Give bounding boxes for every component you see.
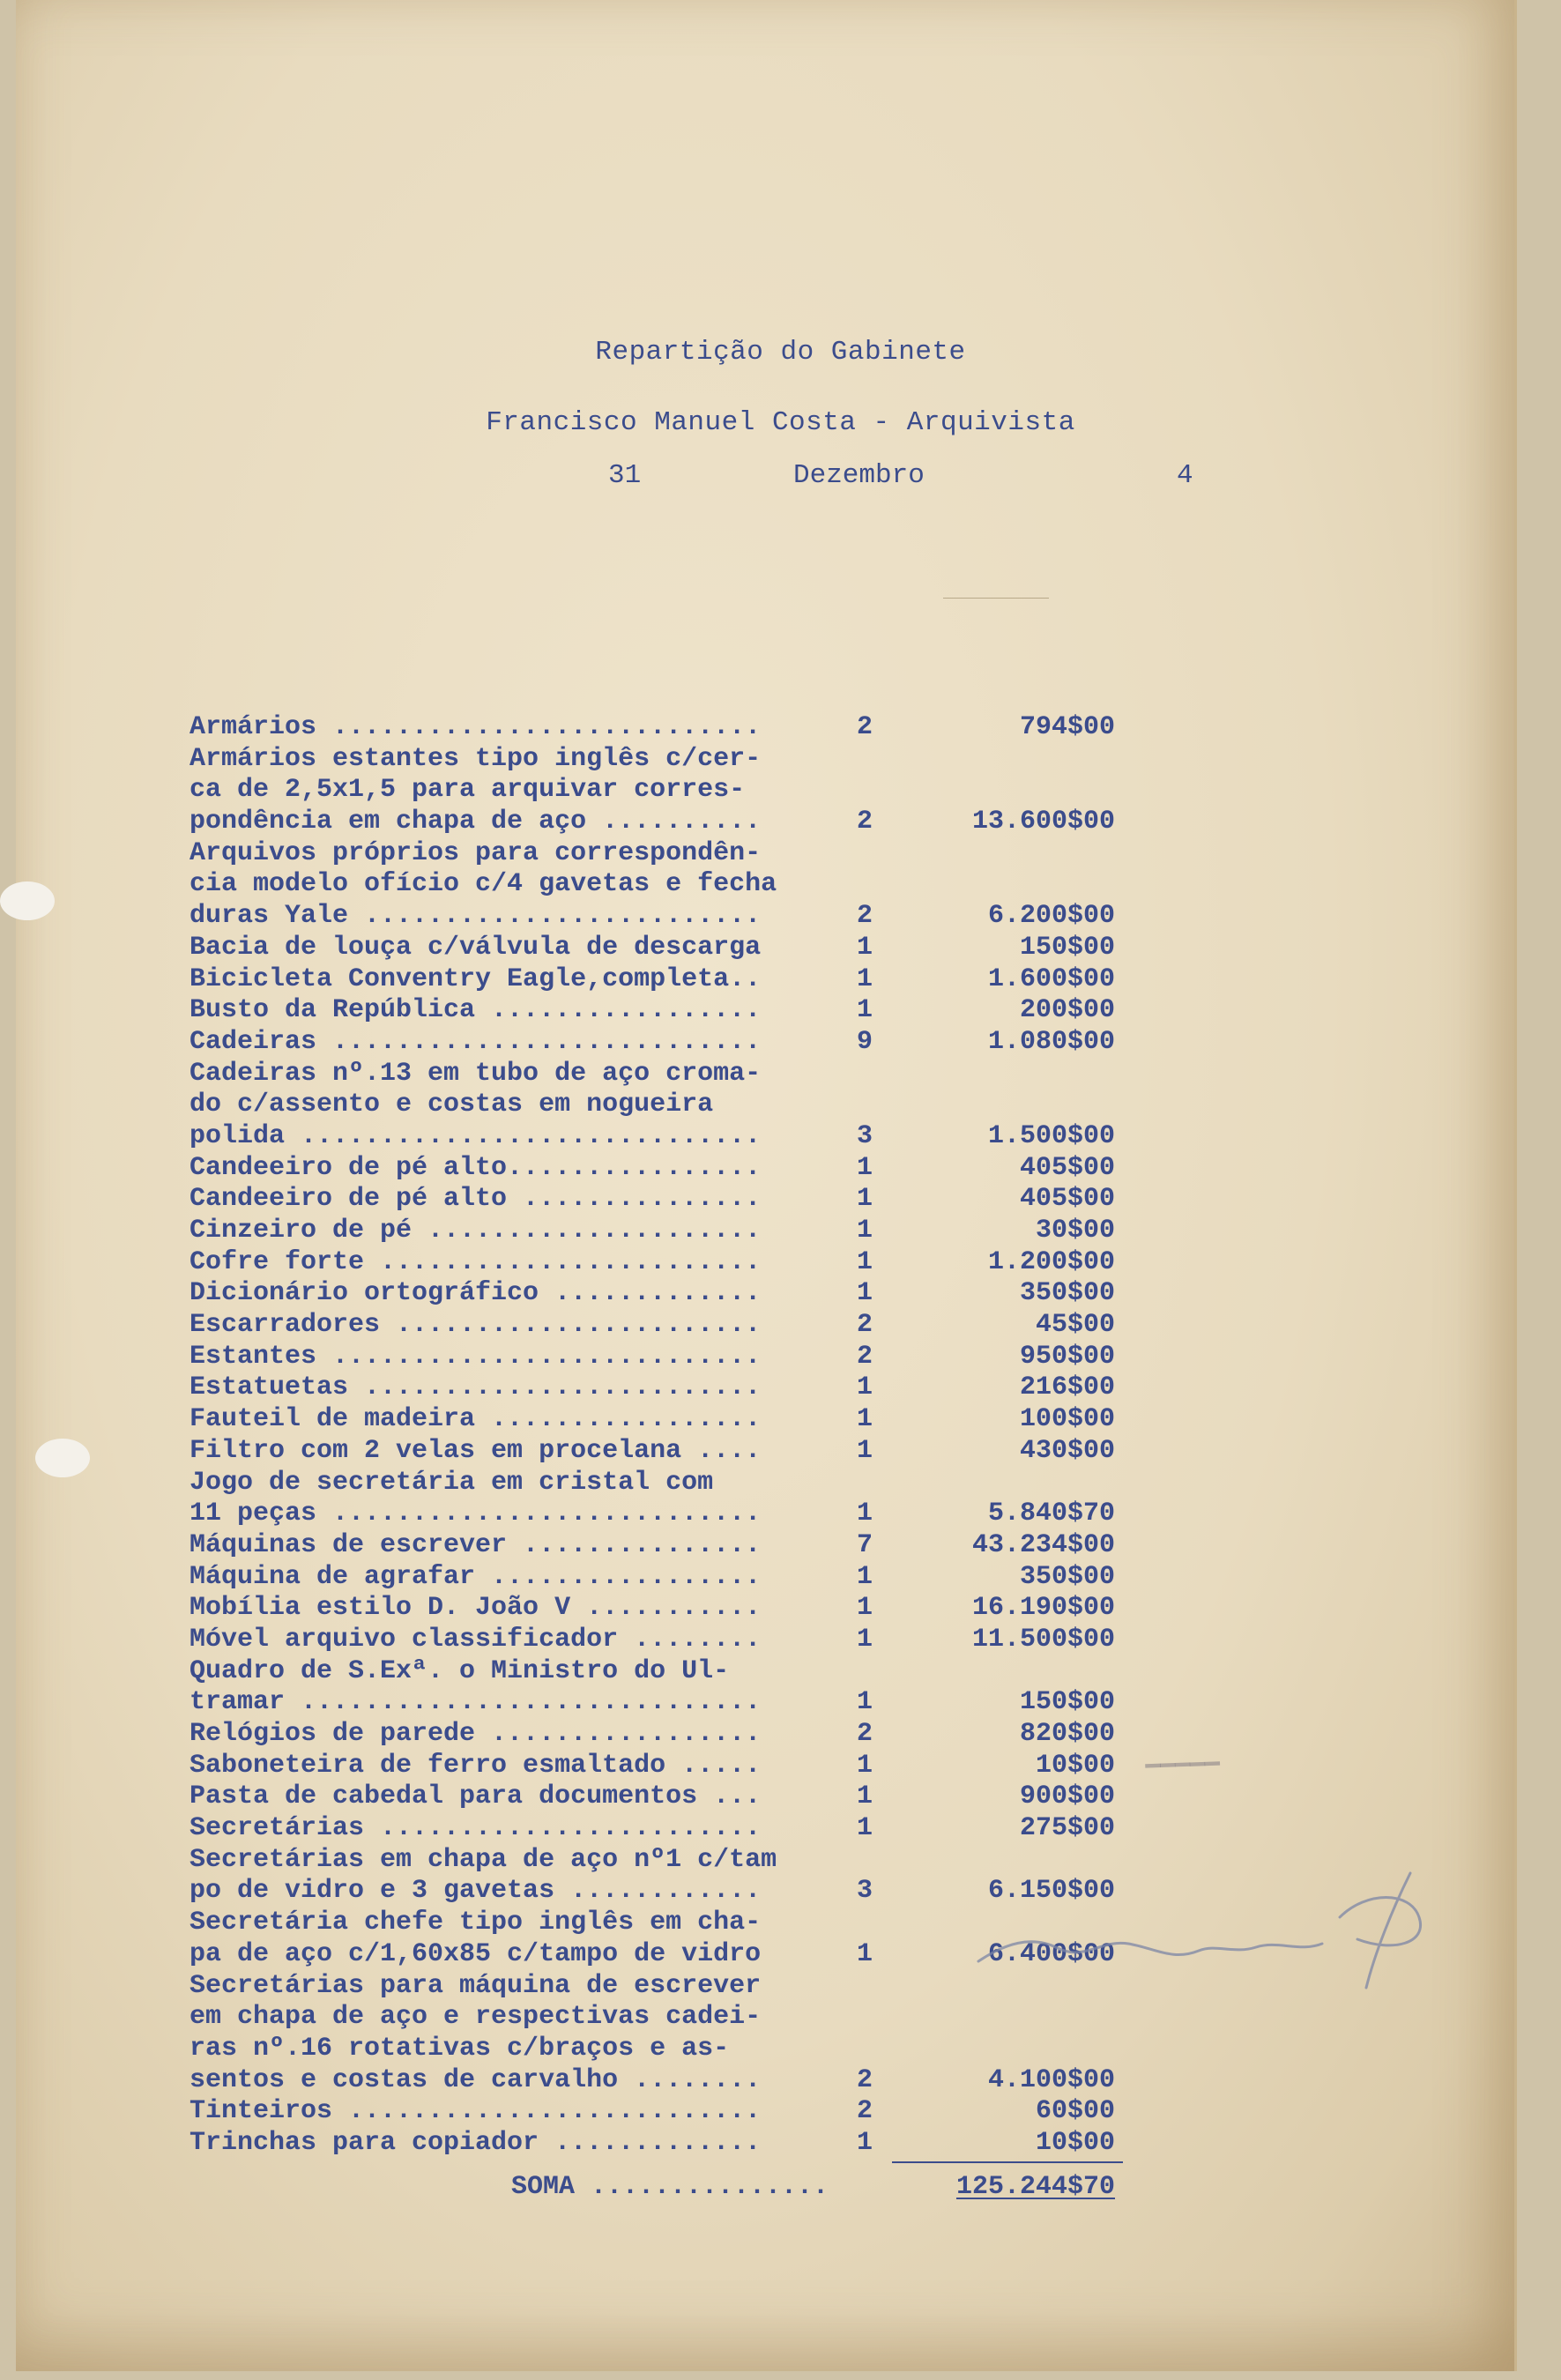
list-item: [190, 1372, 1141, 1404]
list-item: [190, 933, 1141, 964]
list-item: [190, 1247, 1141, 1279]
item-description: Candeeiro de pé alto ...............: [190, 1184, 762, 1215]
item-description: Estatuetas .........................: [190, 1372, 762, 1403]
item-value: 1.080$00: [987, 1026, 1115, 1057]
list-item: [190, 1751, 1141, 1782]
item-description: Secretária chefe tipo inglês em cha-: [190, 1908, 762, 1938]
item-description: Cinzeiro de pé .....................: [190, 1216, 762, 1246]
item-quantity: 1: [857, 1687, 873, 1718]
list-item: [190, 1499, 1141, 1530]
item-quantity: 1: [857, 1278, 873, 1309]
item-value: 13.600$00: [971, 807, 1115, 837]
item-value: 1.500$00: [987, 1120, 1115, 1151]
list-item: [190, 1625, 1141, 1656]
item-description: Pasta de cabedal para documentos ...: [190, 1781, 762, 1812]
list-item: [190, 1153, 1141, 1185]
item-quantity: 2: [857, 1719, 873, 1749]
list-item: [190, 1813, 1141, 1845]
list-item: [190, 1090, 1141, 1121]
header-divider: [943, 598, 1049, 599]
item-description: Jogo de secretária em cristal com: [190, 1467, 714, 1498]
list-item: [190, 1468, 1141, 1499]
item-description: cia modelo ofício c/4 gavetas e fecha: [190, 869, 777, 900]
item-value: 10$00: [1035, 1750, 1115, 1781]
item-value: 405$00: [1019, 1152, 1115, 1183]
total-row: [190, 2172, 1141, 2204]
item-description: tramar .............................: [190, 1687, 762, 1718]
item-description: Bicicleta Conventry Eagle,completa..: [190, 963, 762, 994]
item-description: Fauteil de madeira .................: [190, 1404, 762, 1435]
item-description: ras nº.16 rotativas c/braços e as-: [190, 2033, 730, 2064]
item-value: 16.190$00: [971, 1593, 1115, 1624]
item-description: Filtro com 2 velas em procelana ....: [190, 1435, 762, 1466]
list-item: [190, 838, 1141, 870]
item-description: Cofre forte ........................: [190, 1246, 762, 1277]
item-description: Cadeiras ...........................: [190, 1026, 762, 1057]
item-quantity: 1: [857, 1246, 873, 1277]
item-description: Secretárias ........................: [190, 1813, 762, 1844]
item-value: 4.100$00: [987, 2064, 1115, 2095]
item-description: Secretárias para máquina de escrever: [190, 1970, 762, 2001]
item-description: Quadro de S.Exª. o Ministro do Ul-: [190, 1655, 730, 1686]
list-item: [190, 1404, 1141, 1436]
item-value: 820$00: [1019, 1719, 1115, 1749]
item-quantity: 2: [857, 2096, 873, 2127]
department-title: Repartição do Gabinete: [595, 337, 966, 368]
item-quantity: 1: [857, 1435, 873, 1466]
list-item: [190, 807, 1141, 838]
list-item: [190, 1687, 1141, 1719]
item-quantity: 2: [857, 2064, 873, 2095]
list-item: [190, 869, 1141, 901]
list-item: [190, 1562, 1141, 1594]
list-item: [190, 1027, 1141, 1059]
item-quantity: 2: [857, 901, 873, 932]
item-description: Candeeiro de pé alto................: [190, 1152, 762, 1183]
item-value: 43.234$00: [971, 1529, 1115, 1560]
item-value: 1.600$00: [987, 963, 1115, 994]
total-label: SOMA ...............: [511, 2171, 829, 2202]
list-item: [190, 1781, 1141, 1813]
list-item: [190, 775, 1141, 807]
item-quantity: 1: [857, 1813, 873, 1844]
item-quantity: 1: [857, 1499, 873, 1529]
item-description: sentos e costas de carvalho ........: [190, 2064, 762, 2095]
item-quantity: 1: [857, 1624, 873, 1655]
item-quantity: 2: [857, 807, 873, 837]
list-item: [190, 995, 1141, 1027]
item-quantity: 1: [857, 1152, 873, 1183]
list-item: [190, 1216, 1141, 1247]
item-quantity: 1: [857, 1216, 873, 1246]
person-title: Francisco Manuel Costa - Arquivista: [486, 407, 1075, 438]
list-item: [190, 2128, 1141, 2160]
list-item: [190, 2065, 1141, 2097]
item-quantity: 9: [857, 1026, 873, 1057]
item-quantity: 3: [857, 1120, 873, 1151]
item-value: 10$00: [1035, 2127, 1115, 2158]
item-value: 6.150$00: [987, 1876, 1115, 1907]
list-item: [190, 1436, 1141, 1468]
item-description: Arquivos próprios para correspondên-: [190, 837, 762, 868]
item-description: Máquina de agrafar .................: [190, 1561, 762, 1592]
item-description: Armários estantes tipo inglês c/cer-: [190, 743, 762, 774]
item-quantity: 1: [857, 932, 873, 963]
item-quantity: 2: [857, 1341, 873, 1372]
item-quantity: 1: [857, 2127, 873, 2158]
punch-hole-bottom: [35, 1439, 90, 1477]
total-value: 125.244$70: [955, 2171, 1115, 2202]
item-description: Bacia de louça c/válvula de descarga: [190, 932, 762, 963]
item-value: 6.400$00: [987, 1938, 1115, 1969]
item-quantity: 1: [857, 1781, 873, 1812]
punch-hole-top: [0, 881, 55, 920]
list-item: [190, 1121, 1141, 1153]
item-quantity: 1: [857, 995, 873, 1026]
item-description: ca de 2,5x1,5 para arquivar corres-: [190, 775, 746, 806]
item-value: 950$00: [1019, 1341, 1115, 1372]
date-day: 31: [608, 460, 642, 491]
item-description: Máquinas de escrever ...............: [190, 1529, 762, 1560]
list-item: [190, 2002, 1141, 2034]
list-item: [190, 1184, 1141, 1216]
item-description: do c/assento e costas em nogueira: [190, 1090, 714, 1120]
item-description: Trinchas para copiador .............: [190, 2127, 762, 2158]
item-value: 150$00: [1019, 932, 1115, 963]
list-item: [190, 1059, 1141, 1090]
item-description: Relógios de parede .................: [190, 1719, 762, 1749]
item-value: 430$00: [1019, 1435, 1115, 1466]
item-description: 11 peças ...........................: [190, 1499, 762, 1529]
item-description: Móvel arquivo classificador ........: [190, 1624, 762, 1655]
item-quantity: 3: [857, 1876, 873, 1907]
list-item: [190, 1530, 1141, 1562]
item-quantity: 1: [857, 1184, 873, 1215]
item-value: 11.500$00: [971, 1624, 1115, 1655]
item-quantity: 1: [857, 1593, 873, 1624]
item-description: po de vidro e 3 gavetas ............: [190, 1876, 762, 1907]
stamp-mark: ▔▔▔▔▔: [1145, 1765, 1221, 1796]
item-description: Cadeiras nº.13 em tubo de aço croma-: [190, 1058, 762, 1089]
item-quantity: 1: [857, 1938, 873, 1969]
item-value: 794$00: [1019, 712, 1115, 742]
item-description: Saboneteira de ferro esmaltado .....: [190, 1750, 762, 1781]
list-item: [190, 964, 1141, 996]
list-item: [190, 744, 1141, 776]
item-description: Secretárias em chapa de aço nº1 c/tam: [190, 1844, 777, 1875]
item-description: Dicionário ortográfico .............: [190, 1278, 762, 1309]
item-value: 275$00: [1019, 1813, 1115, 1844]
signature-mark: [952, 1856, 1446, 1997]
item-value: 150$00: [1019, 1687, 1115, 1718]
date-month: Dezembro: [793, 460, 925, 491]
list-item: [190, 1656, 1141, 1688]
item-value: 45$00: [1035, 1310, 1115, 1341]
list-item: [190, 2096, 1141, 2128]
list-item: [190, 1342, 1141, 1373]
item-value: 350$00: [1019, 1561, 1115, 1592]
item-description: Escarradores .......................: [190, 1310, 762, 1341]
list-item: [190, 712, 1141, 744]
page-number: 4: [1177, 460, 1193, 491]
item-description: pa de aço c/1,60x85 c/tampo de vidro: [190, 1938, 762, 1969]
item-description: Busto da República .................: [190, 995, 762, 1026]
item-description: Armários ...........................: [190, 712, 762, 742]
list-item: [190, 1278, 1141, 1310]
list-item: [190, 1310, 1141, 1342]
item-value: 216$00: [1019, 1372, 1115, 1403]
item-description: Mobília estilo D. João V ...........: [190, 1593, 762, 1624]
item-value: 405$00: [1019, 1184, 1115, 1215]
item-description: duras Yale .........................: [190, 901, 762, 932]
item-description: Tinteiros ..........................: [190, 2096, 762, 2127]
item-quantity: 1: [857, 1372, 873, 1403]
item-description: pondência em chapa de aço ..........: [190, 807, 762, 837]
item-value: 30$00: [1035, 1216, 1115, 1246]
item-quantity: 7: [857, 1529, 873, 1560]
item-description: polida .............................: [190, 1120, 762, 1151]
item-quantity: 2: [857, 1310, 873, 1341]
item-value: 60$00: [1035, 2096, 1115, 2127]
item-quantity: 2: [857, 712, 873, 742]
item-quantity: 1: [857, 963, 873, 994]
item-quantity: 1: [857, 1750, 873, 1781]
list-item: [190, 901, 1141, 933]
list-item: [190, 2034, 1141, 2065]
subtotal-rule: [892, 2161, 1123, 2163]
item-description: Estantes ...........................: [190, 1341, 762, 1372]
item-value: 200$00: [1019, 995, 1115, 1026]
item-quantity: 1: [857, 1561, 873, 1592]
item-value: 5.840$70: [987, 1499, 1115, 1529]
item-value: 100$00: [1019, 1404, 1115, 1435]
item-description: em chapa de aço e respectivas cadei-: [190, 2002, 762, 2033]
item-value: 350$00: [1019, 1278, 1115, 1309]
item-value: 6.200$00: [987, 901, 1115, 932]
item-value: 900$00: [1019, 1781, 1115, 1812]
item-value: 1.200$00: [987, 1246, 1115, 1277]
list-item: [190, 1593, 1141, 1625]
item-quantity: 1: [857, 1404, 873, 1435]
list-item: [190, 1719, 1141, 1751]
